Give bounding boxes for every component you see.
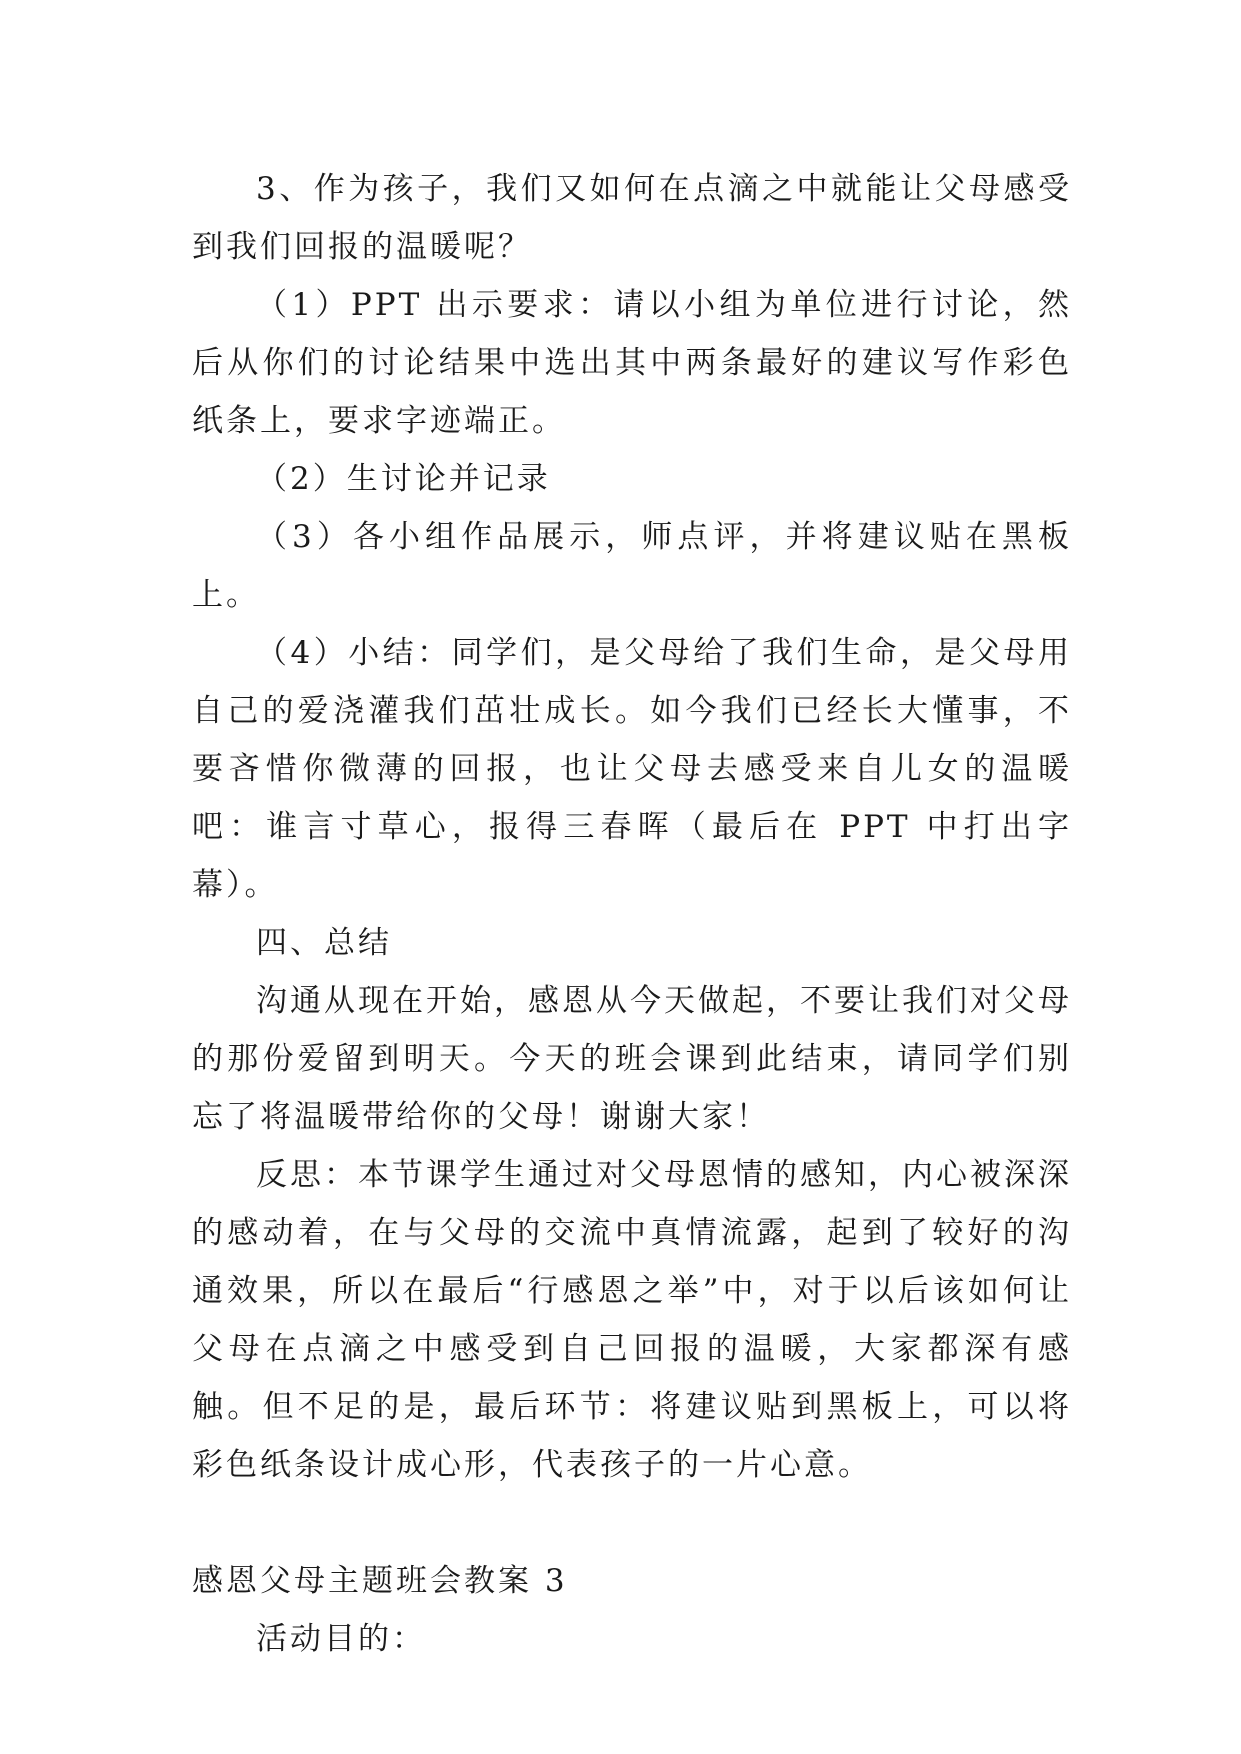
paragraph-reflection: 反思：本节课学生通过对父母恩情的感知，内心被深深的感动着，在与父母的交流中真情流露，起到了较好的沟通效果，所以在最后“行感恩之举”中，对于以后该如何让父母在点滴之中感受到自己回报的温暖，大家都深有感触。但不足的是，最后环节：将建议贴到黑板上，可以将彩色纸条设计成心形，代表孩子的一片心意。: [192, 1157, 1072, 1483]
paragraph-step-1: （1）PPT 出示要求：请以小组为单位进行讨论，然后从你们的讨论结果中选出其中两条最好的建议写作彩色纸条上，要求字迹端正。: [192, 287, 1072, 439]
section-spacer: [192, 1494, 1072, 1552]
heading-conclusion: 四、总结: [256, 925, 392, 961]
paragraph-step-2: （2）生讨论并记录: [256, 461, 551, 497]
document-body: [192, 160, 1072, 1668]
subheading-activity-purpose: 活动目的：: [256, 1621, 426, 1657]
paragraph-step-4-summary: （4）小结：同学们，是父母给了我们生命，是父母用自己的爱浇灌我们茁壮成长。如今我们已经长大懂事，不要吝惜你微薄的回报，也让父母去感受来自儿女的温暖吧：谁言寸草心，报得三春晖（最后在 PPT 中打出字幕）。: [192, 635, 1072, 903]
paragraph-question-3: 3、作为孩子，我们又如何在点滴之中就能让父母感受到我们回报的温暖呢？: [192, 171, 1072, 265]
paragraph-step-3: （3）各小组作品展示，师点评，并将建议贴在黑板上。: [192, 519, 1072, 613]
paragraph-conclusion: 沟通从现在开始，感恩从今天做起，不要让我们对父母的那份爱留到明天。今天的班会课到此结束，请同学们别忘了将温暖带给你的父母！谢谢大家！: [192, 983, 1072, 1135]
section-title: 感恩父母主题班会教案 3: [192, 1563, 568, 1599]
